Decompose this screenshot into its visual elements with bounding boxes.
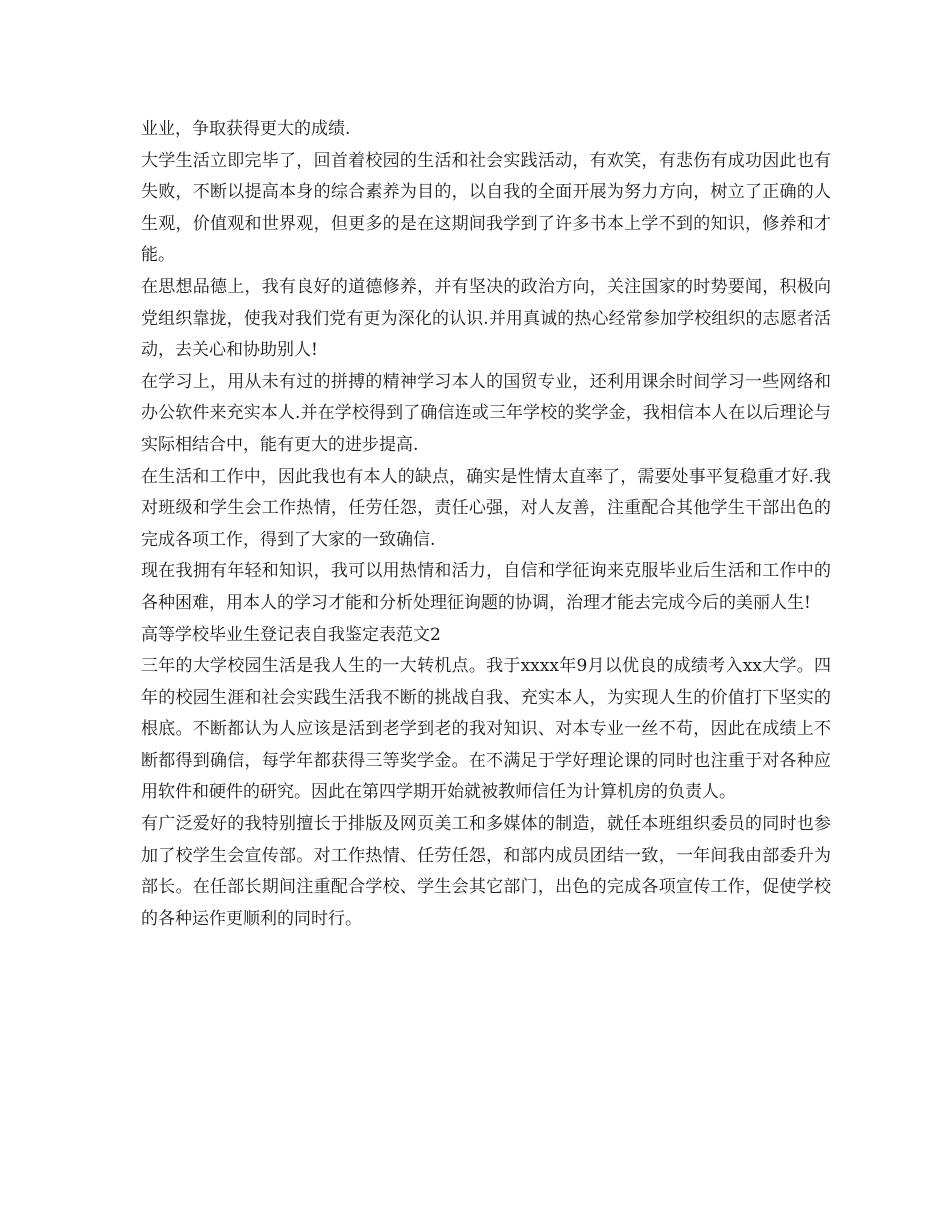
paragraph-continuation: 业业，争取获得更大的成绩. — [141, 119, 351, 139]
paragraph-future: 现在我拥有年轻和知识，我可以用热情和活力，自信和学征询来克服毕业后生活和工作中的各种困难，用本人的学习才能和分析处理征询题的协调，治理才能去完成今后的美丽人生! — [141, 561, 831, 613]
paragraph-life-and-work: 在生活和工作中，因此我也有本人的缺点，确实是性情太直率了，需要处事平复稳重才好.我对班级和学生会工作热情，任劳任怨，责任心强，对人友善，注重配合其他学生干部出色的完成各项工作，得到了大家的一致确信. — [141, 466, 831, 550]
paragraph-hobbies-work: 有广泛爱好的我特别擅长于排版及网页美工和多媒体的制造，就任本班组织委员的同时也参加了校学生会宣传部。对工作热情、任劳任怨，和部内成员团结一致，一年间我由部委升为部长。在任部长期间注重配合学校、学生会其它部门，出色的完成各项宣传工作，促使学校的各种运作更顺利的同时行。 — [141, 814, 831, 929]
document-body — [141, 114, 831, 935]
paragraph-study: 在学习上，用从未有过的拼搏的精神学习本人的国贸专业，还利用课余时间学习一些网络和办公软件来充实本人.并在学校得到了确信连或三年学校的奖学金，我相信本人在以后理论与实际相结合中，能有更大的进步提高. — [141, 371, 831, 455]
paragraph-moral-character: 在思想品德上，我有良好的道德修养，并有坚决的政治方向，关注国家的时势要闻，积极向党组织靠拢，使我对我们党有更为深化的认识.并用真诚的热心经常参加学校组织的志愿者活动，去关心和协助别人! — [141, 276, 831, 361]
section-heading-sample-2: 高等学校毕业生登记表自我鉴定表范文2 — [141, 624, 441, 645]
paragraph-three-years: 三年的大学校园生活是我人生的一大转机点。我于xxxx年9月以优良的成绩考入xx大学。四年的校园生涯和社会实践生活我不断的挑战自我、充实本人，为实现人生的价值打下坚实的根底。不断都认为人应该是活到老学到老的我对知识、对本专业一丝不苟，因此在成绩上不断都得到确信，每学年都获得三等奖学金。在不满足于学好理论课的同时也注重于对各种应用软件和硬件的研究。因此在第四学期开始就被教师信任为计算机房的负责人。 — [141, 656, 831, 803]
paragraph-college-life: 大学生活立即完毕了，回首着校园的生活和社会实践活动，有欢笑，有悲伤有成功因此也有失败，不断以提高本身的综合素养为目的，以自我的全面开展为努力方向，树立了正确的人生观，价值观和世界观，但更多的是在这期间我学到了许多书本上学不到的知识，修养和才能。 — [141, 150, 831, 266]
